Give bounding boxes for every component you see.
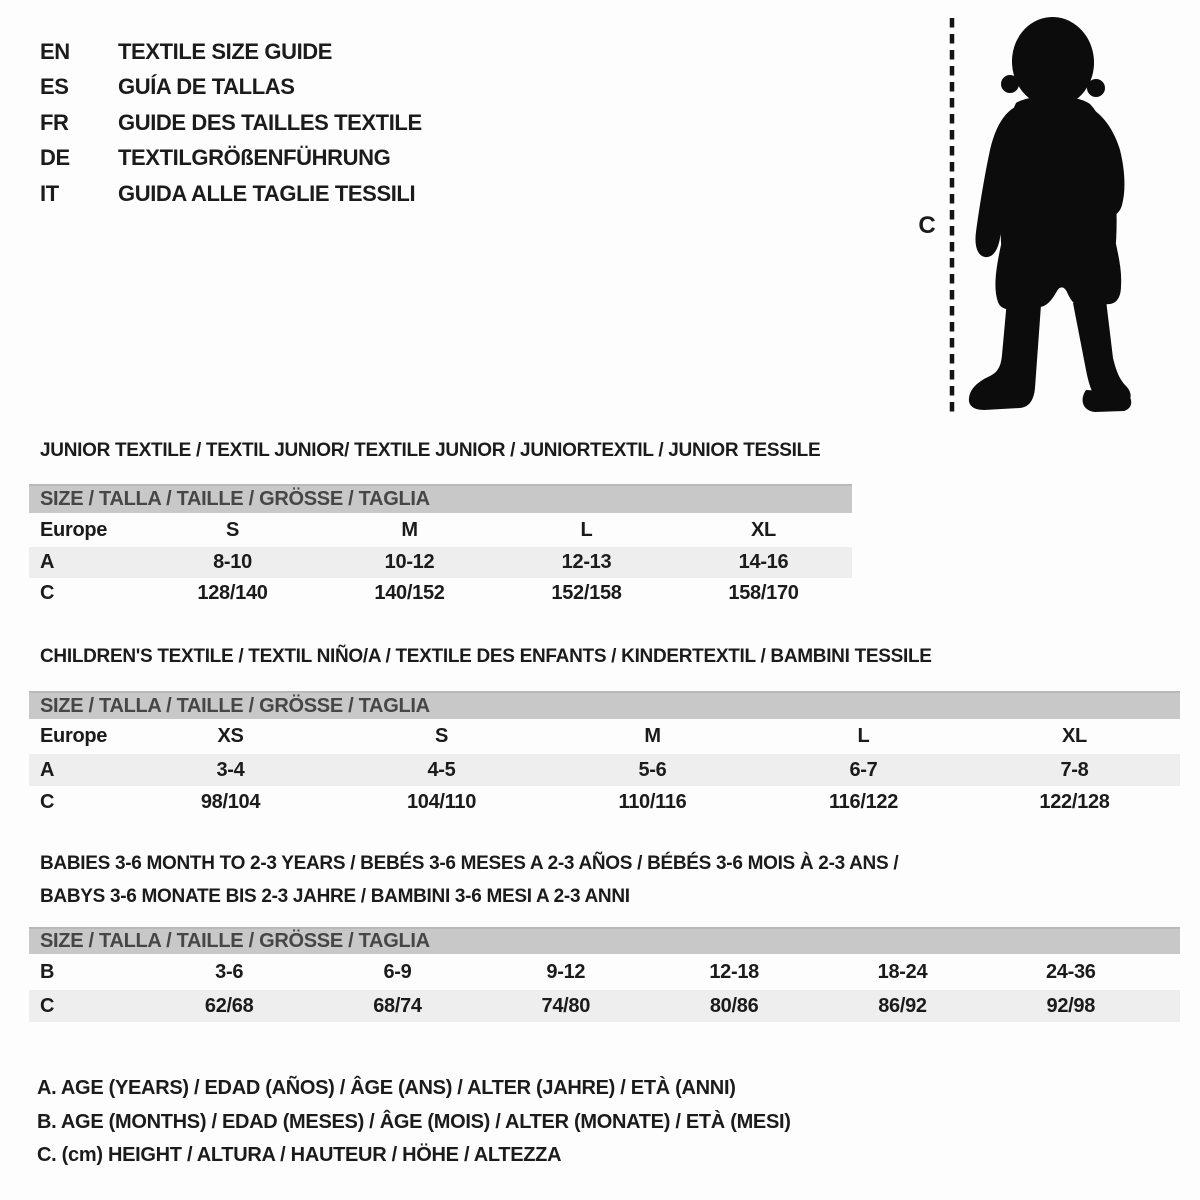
size-value: L (857, 725, 870, 747)
language-title: GUÍA DE TALLAS (118, 74, 295, 100)
size-value: XS (217, 725, 244, 747)
row-label: C (40, 994, 55, 1017)
table-row (29, 954, 1180, 990)
size-value: 86/92 (878, 994, 927, 1017)
size-value: 6-9 (383, 960, 412, 983)
size-value: 14-16 (738, 551, 789, 573)
language-row (40, 34, 422, 70)
row-label: A (40, 758, 55, 781)
section-title-line: JUNIOR TEXTILE / TEXTIL JUNIOR/ TEXTILE JUNIOR / JUNIORTEXTIL / JUNIOR TESSILE (40, 440, 821, 461)
size-value: 152/158 (551, 582, 622, 604)
table-row (29, 513, 852, 547)
size-value: 7-8 (1060, 758, 1089, 781)
size-value: M (644, 725, 661, 747)
size-value: 3-4 (216, 758, 245, 781)
size-value: 158/170 (728, 582, 799, 604)
table-header-bar: SIZE / TALLA / TAILLE / GRÖSSE / TAGLIA (29, 927, 1180, 954)
size-value: S (225, 518, 240, 541)
size-value: 128/140 (197, 582, 268, 604)
language-code: IT (40, 180, 59, 206)
size-value: XL (751, 518, 776, 541)
row-label: Europe (40, 518, 108, 541)
table-header-bar: SIZE / TALLA / TAILLE / GRÖSSE / TAGLIA (29, 691, 1180, 719)
size-value: 10-12 (384, 551, 435, 573)
table-row (29, 547, 852, 578)
size-value: 18-24 (877, 960, 928, 983)
baby-figure (900, 0, 1160, 430)
language-title: TEXTILGRÖßENFÜHRUNG (118, 145, 391, 171)
size-value: 8-10 (213, 551, 252, 573)
size-value: 74/80 (541, 994, 591, 1017)
section-title-line: BABYS 3-6 MONATE BIS 2-3 JAHRE / BAMBINI 3-6 MESI A 2-3 ANNI (40, 886, 630, 907)
section-title (40, 640, 932, 673)
size-value: M (401, 518, 418, 541)
size-value: L (580, 518, 593, 541)
size-value: 92/98 (1046, 994, 1096, 1017)
size-value: 68/74 (373, 994, 422, 1017)
language-title: GUIDE DES TAILLES TEXTILE (118, 109, 422, 135)
legend-footnotes (37, 1072, 791, 1173)
size-value: 3-6 (215, 960, 244, 983)
height-measure-label: C (918, 212, 936, 239)
size-value: 104/110 (406, 791, 477, 813)
table-header-bar: SIZE / TALLA / TAILLE / GRÖSSE / TAGLIA (29, 484, 852, 513)
language-code: ES (40, 74, 69, 100)
language-title-list (40, 34, 422, 212)
size-value: 12-13 (561, 551, 612, 573)
section-title (40, 847, 898, 913)
table-row (29, 990, 1180, 1022)
size-value: 12-18 (709, 960, 759, 983)
footnote-line: B. AGE (MONTHS) / EDAD (MESES) / ÂGE (MOIS) / ALTER (MONATE) / ETÀ (MESI) (37, 1110, 791, 1133)
table-row (29, 754, 1180, 786)
size-value: 9-12 (546, 960, 586, 983)
size-value: 140/152 (374, 582, 445, 604)
size-value: 4-5 (427, 758, 456, 781)
section-title (40, 434, 820, 467)
language-title: GUIDA ALLE TAGLIE TESSILI (118, 180, 416, 206)
size-value: 116/122 (828, 791, 899, 813)
table-row (29, 786, 1180, 819)
table-row (29, 578, 852, 609)
size-value: 62/68 (204, 994, 254, 1017)
size-value: 110/116 (618, 791, 687, 813)
size-value: 5-6 (638, 758, 667, 781)
size-table (29, 691, 1180, 819)
size-table (29, 927, 1180, 1022)
footnote-line: C. (cm) HEIGHT / ALTURA / HAUTEUR / HÖHE / ALTEZZA (37, 1144, 562, 1166)
section-title-line: BABIES 3-6 MONTH TO 2-3 YEARS / BEBÉS 3-6 MESES A 2-3 AÑOS / BÉBÉS 3-6 MOIS À 2-3 ANS / (40, 853, 899, 874)
language-row (40, 105, 422, 141)
language-row (40, 141, 422, 177)
row-label: B (40, 960, 55, 983)
size-value: 80/86 (709, 994, 759, 1017)
row-label: C (40, 791, 55, 813)
size-value: 98/104 (200, 791, 261, 813)
table-row (29, 719, 1180, 754)
size-value: 24-36 (1045, 960, 1096, 983)
language-code: FR (40, 109, 69, 135)
language-row (40, 176, 422, 212)
toddler-silhouette-shape (969, 14, 1131, 412)
section-title-line: CHILDREN'S TEXTILE / TEXTIL NIÑO/A / TEXTILE DES ENFANTS / KINDERTEXTIL / BAMBINI TESSILE (40, 646, 932, 667)
language-row (40, 70, 422, 106)
row-label: C (40, 582, 55, 604)
size-value: S (434, 725, 449, 747)
size-value: 122/128 (1039, 791, 1110, 813)
row-label: Europe (40, 725, 108, 747)
size-value: 6-7 (849, 758, 878, 781)
language-code: DE (40, 145, 70, 171)
footnote-line: A. AGE (YEARS) / EDAD (AÑOS) / ÂGE (ANS) / ALTER (JAHRE) / ETÀ (ANNI) (37, 1077, 736, 1099)
size-table (29, 484, 852, 609)
size-value: XL (1062, 725, 1087, 747)
row-label: A (40, 551, 55, 573)
language-title: TEXTILE SIZE GUIDE (118, 38, 333, 64)
language-code: EN (40, 38, 70, 64)
